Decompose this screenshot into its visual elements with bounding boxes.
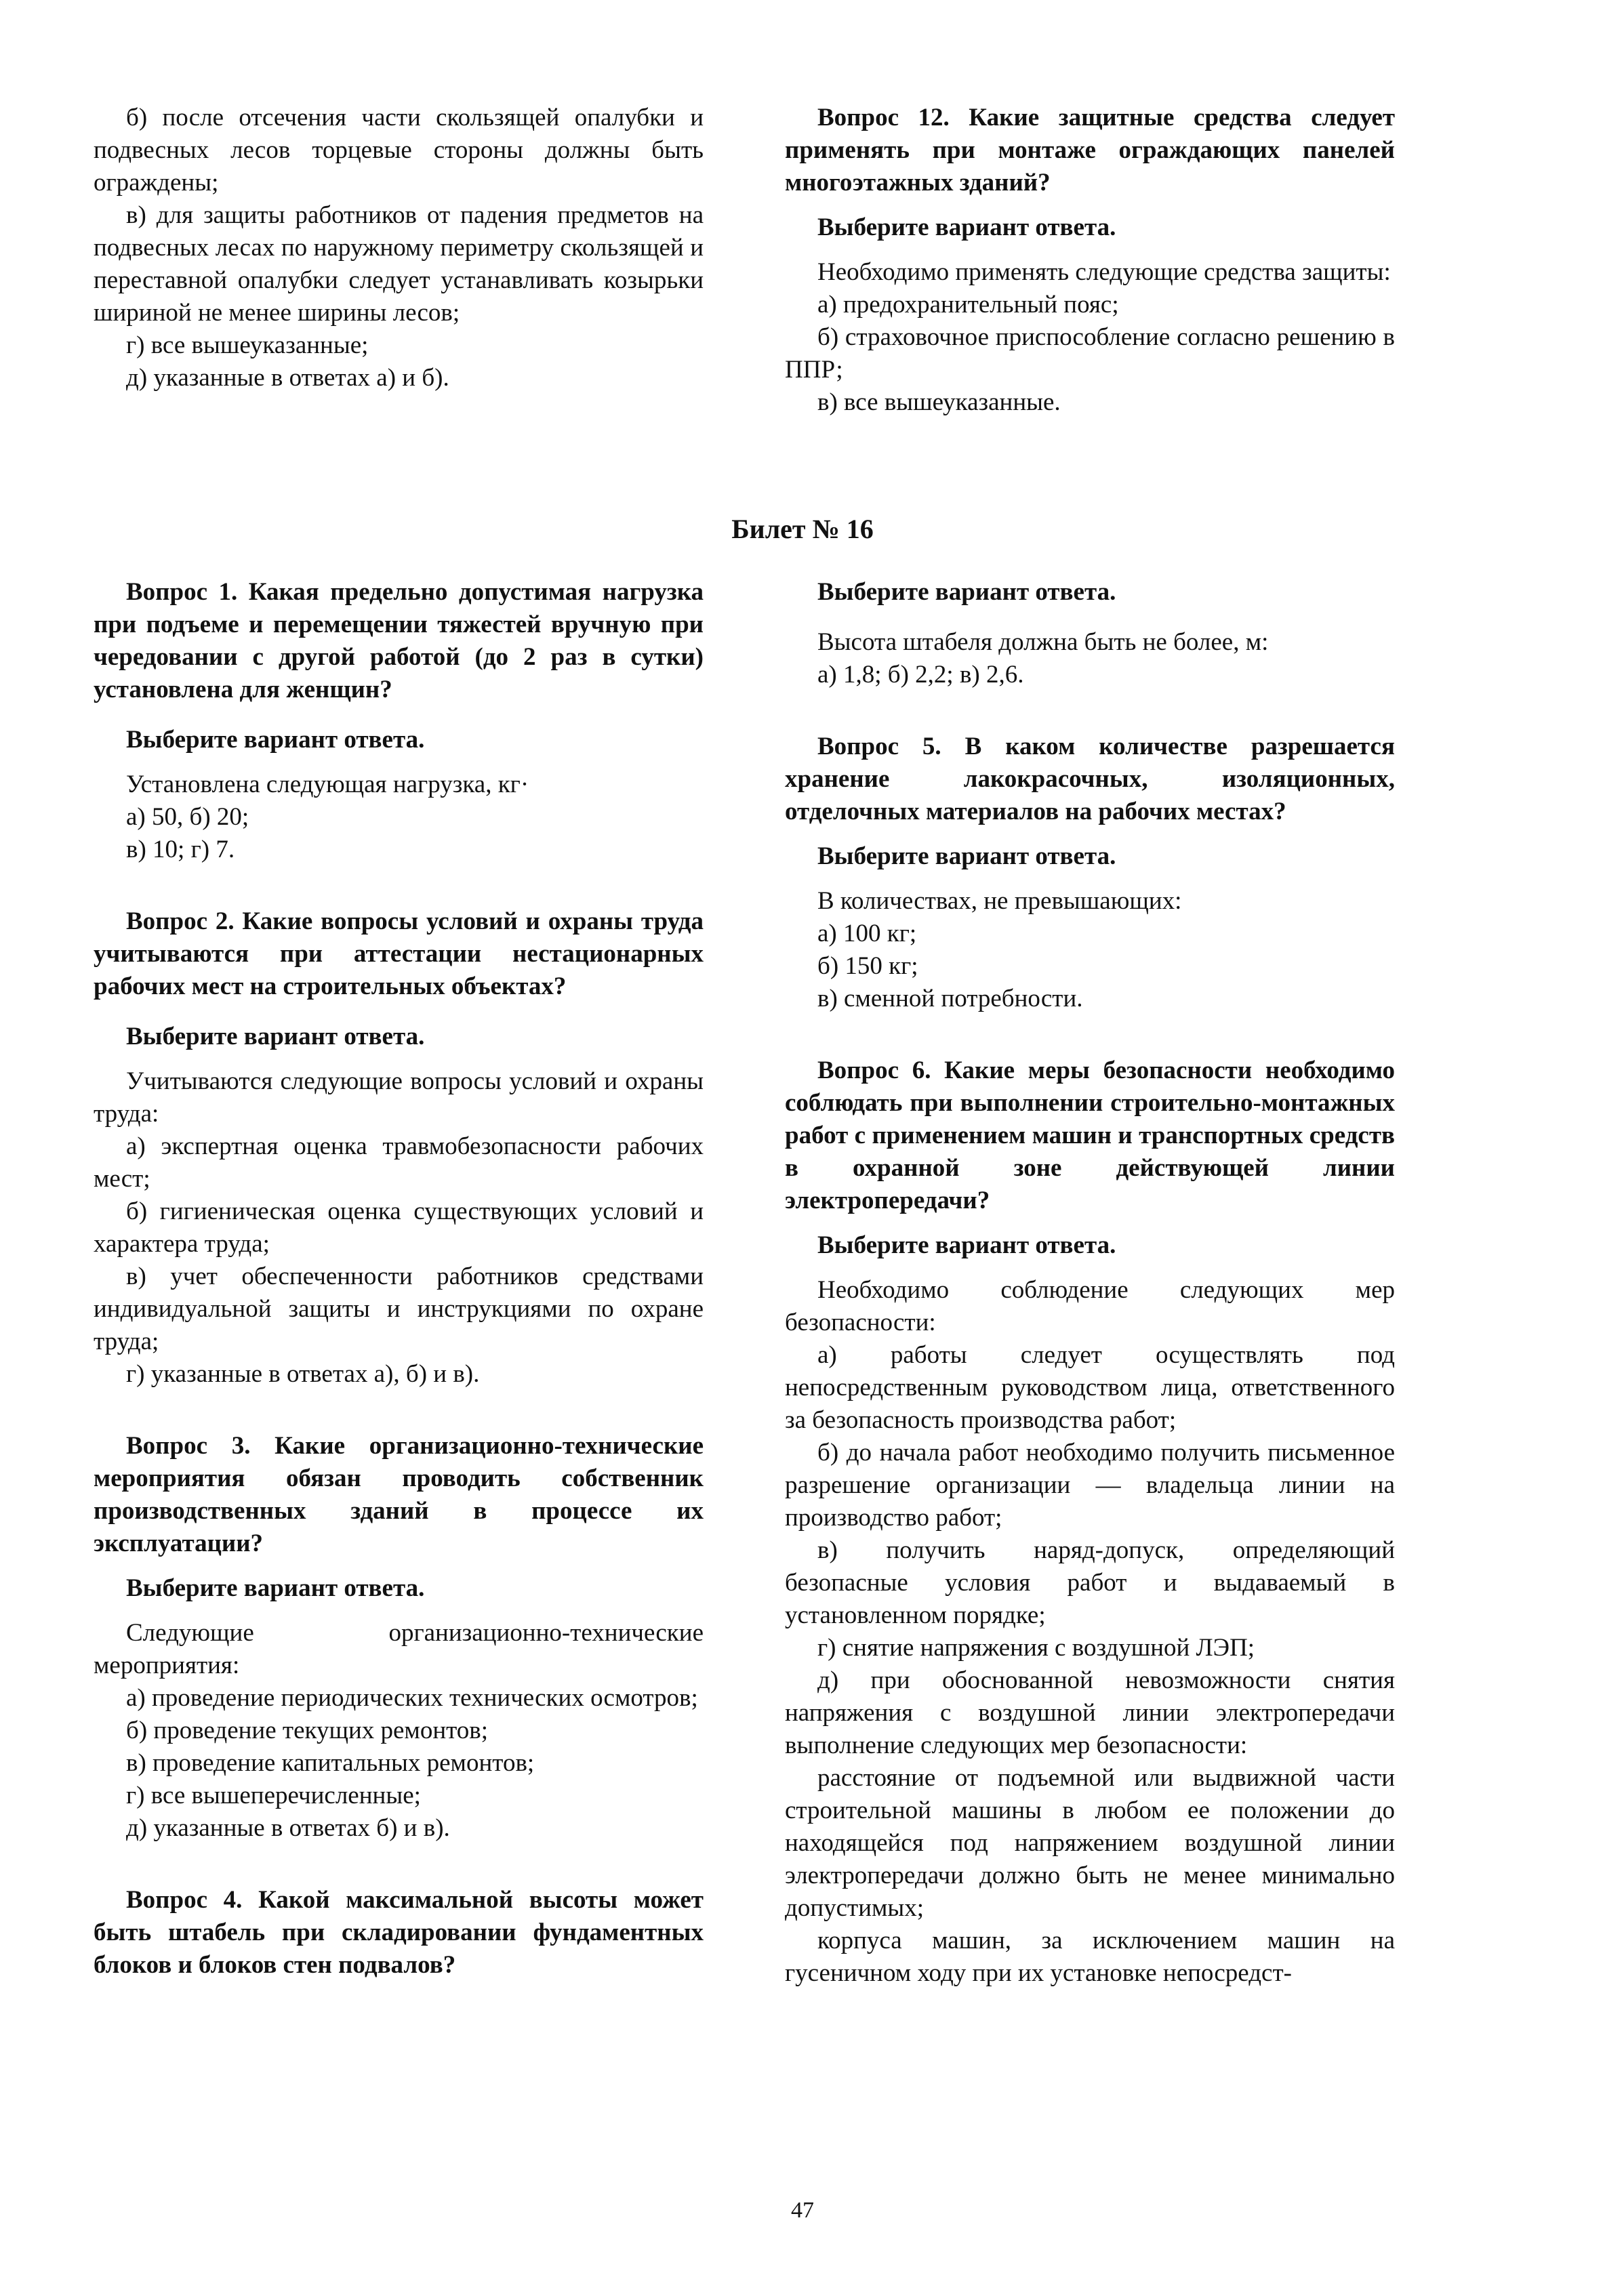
answer-option: б) страховочное приспособление согласно решению в ППР; <box>785 323 1395 384</box>
answer-option: расстояние от подъемной или выдвижной части строительной машины в любом ее положении до находящейся под напряжением воздушной линии электропередачи должно быть не менее минимально допустимых; <box>785 1764 1395 1922</box>
spacer <box>785 244 1395 256</box>
answer-option: б) гигиеническая оценка существующих условий и характера труда; <box>94 1197 704 1258</box>
answer-option: г) снятие напряжения с воздушной ЛЭП; <box>817 1634 1255 1662</box>
spacer <box>94 706 704 724</box>
answer-prompt: Выберите вариант ответа. <box>126 1023 425 1050</box>
spacer <box>785 873 1395 885</box>
answer-option: корпуса машин, за исключением машин на гусеничном ходу при их установке непосредст- <box>785 1927 1395 1987</box>
answer-option: б) до начала работ необходимо получить письменное разрешение организации — владельца линии на производство работ; <box>785 1439 1395 1532</box>
answer-option: б) 150 кг; <box>817 952 918 980</box>
spacer <box>785 828 1395 840</box>
bottom-left-column <box>94 576 704 1982</box>
question-heading: Вопрос 12. Какие защитные средства следует применять при монтаже ограждающих панелей многоэтажных зданий? <box>785 104 1395 197</box>
answer-prompt: Выберите вариант ответа. <box>817 213 1116 241</box>
answer-option: г) указанные в ответах а), б) и в). <box>126 1360 480 1388</box>
answer-prompt: Выберите вариант ответа. <box>817 578 1116 606</box>
answer-option: а) предохранительный пояс; <box>817 291 1119 319</box>
spacer <box>94 1053 704 1065</box>
answer-intro: Необходимо соблюдение следующих мер безопасности: <box>785 1276 1395 1336</box>
answer-option: г) все вышеуказанные; <box>126 331 369 359</box>
question-heading: Вопрос 3. Какие организационно-технические мероприятия обязан проводить собственник производственных зданий в процессе их эксплуатации? <box>94 1432 704 1557</box>
answer-option: а) экспертная оценка травмобезопасности рабочих мест; <box>94 1132 704 1193</box>
answer-option: в) проведение капитальных ремонтов; <box>126 1749 535 1777</box>
spacer <box>785 199 1395 211</box>
bottom-right-column <box>785 576 1395 1990</box>
answer-option: в) сменной потребности. <box>817 985 1083 1012</box>
question-heading: Вопрос 4. Какой максимальной высоты может быть штабель при складировании фундаментных блоков и блоков стен подвалов? <box>94 1886 704 1979</box>
spacer <box>94 756 704 768</box>
spacer <box>785 1262 1395 1274</box>
spacer <box>94 1845 704 1884</box>
answer-option: б) проведение текущих ремонтов; <box>126 1717 489 1744</box>
spacer <box>94 1391 704 1430</box>
spacer <box>785 691 1395 731</box>
question-heading: Вопрос 2. Какие вопросы условий и охраны труда учитываются при аттестации нестационарных рабочих мест на строительных объектах? <box>94 907 704 1000</box>
answer-option: а) 100 кг; <box>817 920 917 947</box>
answer-option: б) после отсечения части скользящей опалубки и подвесных лесов торцевые стороны должны быть ограждены; <box>94 104 704 197</box>
answer-prompt: Выберите вариант ответа. <box>817 1231 1116 1259</box>
spacer <box>94 1003 704 1021</box>
answer-option: д) указанные в ответах а) и б). <box>126 364 449 392</box>
answer-option: в) получить наряд-допуск, определяющий безопасные условия работ и выдаваемый в установленном порядке; <box>785 1536 1395 1629</box>
answer-option: в) учет обеспеченности работников средствами индивидуальной защиты и инструкциями по охране труда; <box>94 1263 704 1355</box>
answer-option: в) для защиты работников от падения предметов на подвесных лесах по наружному периметру скользящей и переставной опалубки следует устанавливать козырьки шириной не менее ширины лесов; <box>94 201 704 327</box>
page-number: 47 <box>791 2198 814 2223</box>
answer-option: а) проведение периодических технических осмотров; <box>126 1684 698 1712</box>
answer-intro: В количествах, не превышающих: <box>817 887 1182 915</box>
answer-intro: Установлена следующая нагрузка, кг· <box>126 771 529 798</box>
answer-option: д) при обоснованной невозможности снятия напряжения с воздушной линии электропередачи выполнение следующих мер безопасности: <box>785 1666 1395 1759</box>
spacer <box>94 1560 704 1572</box>
top-right-column <box>785 102 1395 419</box>
answer-option: в) все вышеуказанные. <box>817 388 1061 416</box>
question-heading: Вопрос 6. Какие меры безопасности необходимо соблюдать при выполнении строительно-монтажных работ с применением машин и транспортных средств в охранной зоне действующей линии электропередачи? <box>785 1057 1395 1214</box>
answer-option: г) все вышеперечисленные; <box>126 1782 421 1809</box>
ticket-title: Билет № 16 <box>731 514 874 544</box>
answer-prompt: Выберите вариант ответа. <box>817 842 1116 870</box>
answer-intro: Следующие организационно-технические мероприятия: <box>94 1619 704 1679</box>
answer-option: а) работы следует осуществлять под непосредственным руководством лица, ответственного за безопасность производства работ; <box>785 1341 1395 1434</box>
answer-intro: Учитываются следующие вопросы условий и охраны труда: <box>94 1067 704 1128</box>
answer-option: д) указанные в ответах б) и в). <box>126 1814 450 1842</box>
answer-intro: Необходимо применять следующие средства защиты: <box>817 258 1391 286</box>
answer-option: а) 1,8; б) 2,2; в) 2,6. <box>817 661 1024 689</box>
spacer <box>94 1605 704 1617</box>
spacer <box>785 1015 1395 1054</box>
answer-intro: Высота штабеля должна быть не более, м: <box>817 628 1269 656</box>
answer-prompt: Выберите вариант ответа. <box>126 1574 425 1602</box>
question-heading: Вопрос 1. Какая предельно допустимая нагрузка при подъеме и перемещении тяжестей вручную при чередовании с другой работой (до 2 раз в сутки) установлена для женщин? <box>94 578 704 703</box>
spacer <box>785 609 1395 626</box>
answer-option: в) 10; г) 7. <box>126 836 235 863</box>
spacer <box>785 1217 1395 1229</box>
question-heading: Вопрос 5. В каком количестве разрешается хранение лакокрасочных, изоляционных, отделочных материалов на рабочих местах? <box>785 733 1395 825</box>
answer-option: а) 50, б) 20; <box>126 803 249 831</box>
top-left-column <box>94 102 704 394</box>
spacer <box>94 866 704 905</box>
answer-prompt: Выберите вариант ответа. <box>126 726 425 754</box>
